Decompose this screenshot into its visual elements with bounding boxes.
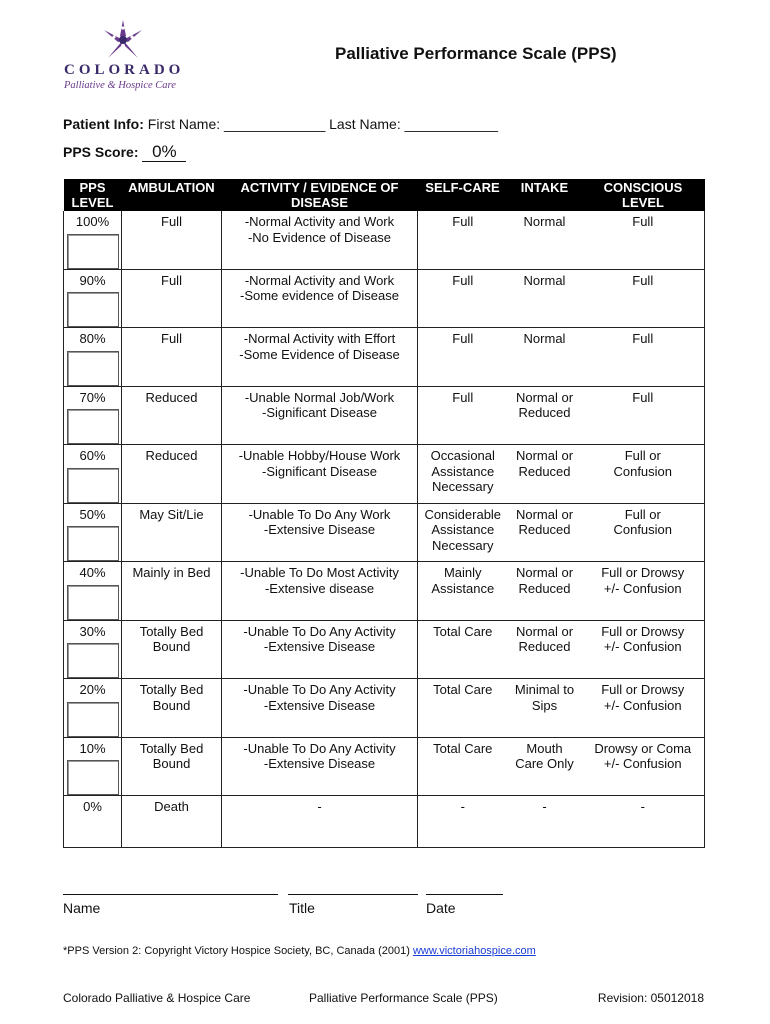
intake-cell: Normal or Reduced: [508, 503, 582, 562]
activity-cell: -: [222, 796, 418, 848]
first-name-label: First Name:: [147, 116, 221, 132]
activity-cell: -Unable To Do Any Activity -Extensive Disease: [222, 620, 418, 679]
conscious-level-cell: Full: [582, 269, 705, 328]
conscious-level-cell: Full: [582, 211, 705, 269]
self-care-cell: Considerable Assistance Necessary: [418, 503, 508, 562]
footer-revision: Revision: 05012018: [597, 991, 704, 1005]
copyright-text: *PPS Version 2: Copyright Victory Hospice Society, BC, Canada (2001): [63, 945, 410, 957]
pps-level-value: 80%: [79, 331, 106, 346]
activity-cell: -Unable Normal Job/Work -Significant Disease: [222, 386, 418, 445]
header-intake: INTAKE: [508, 179, 582, 211]
pps-level-cell: [64, 562, 122, 621]
pps-level-value: 90%: [79, 272, 106, 288]
pps-level-cell: [64, 328, 122, 387]
table-row: [64, 328, 705, 387]
self-care-cell: Total Care: [418, 620, 508, 679]
activity-cell: -Unable To Do Most Activity -Extensive disease: [222, 562, 418, 621]
ambulation-cell: Totally Bed Bound: [122, 679, 222, 738]
ambulation-cell: Totally Bed Bound: [122, 737, 222, 796]
name-label: Name: [63, 900, 101, 916]
self-care-cell: Full: [418, 386, 508, 445]
activity-cell: -Unable To Do Any Activity -Extensive Disease: [222, 737, 418, 796]
table-row: [64, 679, 705, 738]
ambulation-cell: Full: [122, 269, 222, 328]
name-signature-line[interactable]: [63, 894, 278, 895]
intake-cell: Mouth Care Only: [508, 737, 582, 796]
pps-score-label: PPS Score:: [63, 144, 139, 160]
table-row: [64, 269, 705, 328]
pps-level-cell: [64, 620, 122, 679]
date-label: Date: [426, 900, 456, 916]
pps-score: [63, 143, 186, 162]
pps-level-checkbox[interactable]: [67, 702, 119, 737]
activity-cell: -Normal Activity and Work -No Evidence of Disease: [222, 211, 418, 269]
intake-cell: Normal: [508, 328, 582, 387]
pps-level-cell: [64, 211, 122, 269]
pps-level-value: 40%: [79, 565, 106, 580]
self-care-cell: Total Care: [418, 679, 508, 738]
conscious-level-cell: Full or Confusion: [582, 445, 705, 504]
table-row: [64, 211, 705, 269]
pps-level-cell: [64, 386, 122, 445]
pps-level-checkbox[interactable]: [67, 585, 119, 620]
self-care-cell: -: [418, 796, 508, 848]
table-row: [64, 386, 705, 445]
conscious-level-cell: Drowsy or Coma +/- Confusion: [582, 737, 705, 796]
conscious-level-cell: Full or Drowsy +/- Confusion: [582, 679, 705, 738]
table-row: [64, 796, 705, 848]
conscious-level-cell: Full: [582, 328, 705, 387]
intake-cell: -: [508, 796, 582, 848]
organization-logo: [60, 18, 190, 98]
patient-info: [63, 116, 498, 132]
header-pps-level: PPS LEVEL: [64, 179, 122, 211]
intake-cell: Minimal to Sips: [508, 679, 582, 738]
victoria-hospice-link[interactable]: www.victoriahospice.com: [412, 945, 536, 957]
pps-table: [63, 179, 705, 848]
pps-level-cell: [64, 445, 122, 504]
pps-level-value: 70%: [79, 389, 106, 405]
self-care-cell: Occasional Assistance Necessary: [418, 445, 508, 504]
table-row: [64, 620, 705, 679]
logo-subtitle: Palliative & Hospice Care: [64, 80, 176, 91]
pps-level-checkbox[interactable]: [67, 292, 119, 327]
table-row: [64, 737, 705, 796]
pps-level-checkbox[interactable]: [67, 643, 119, 678]
pps-table-body: [64, 211, 705, 848]
document-title: Palliative Performance Scale (PPS): [335, 44, 617, 63]
conscious-level-cell: Full or Drowsy +/- Confusion: [582, 620, 705, 679]
pps-level-value: 30%: [79, 623, 106, 639]
self-care-cell: Mainly Assistance: [418, 562, 508, 621]
intake-cell: Normal or Reduced: [508, 620, 582, 679]
table-row: [64, 445, 705, 504]
conscious-level-cell: Full: [582, 386, 705, 445]
star-logo-icon: [98, 18, 148, 62]
activity-cell: -Normal Activity with Effort -Some Evidence of Disease: [222, 328, 418, 387]
pps-level-cell: [64, 679, 122, 738]
pps-level-checkbox[interactable]: [67, 760, 119, 795]
title-label: Title: [289, 900, 315, 916]
activity-cell: -Normal Activity and Work -Some evidence of Disease: [222, 269, 418, 328]
conscious-level-cell: -: [582, 796, 705, 848]
header-conscious-level: CONSCIOUS LEVEL: [582, 179, 705, 211]
date-signature-line[interactable]: [426, 894, 503, 895]
patient-info-label: Patient Info:: [63, 116, 144, 132]
pps-level-value: 0%: [83, 799, 102, 814]
pps-level-value: 20%: [79, 682, 106, 697]
intake-cell: Normal or Reduced: [508, 562, 582, 621]
intake-cell: Normal: [508, 211, 582, 269]
last-name-field[interactable]: ____________: [404, 116, 499, 132]
ambulation-cell: Mainly in Bed: [122, 562, 222, 621]
ambulation-cell: Reduced: [122, 445, 222, 504]
conscious-level-cell: Full or Confusion: [582, 503, 705, 562]
ambulation-cell: Full: [122, 211, 222, 269]
activity-cell: -Unable To Do Any Work -Extensive Disease: [222, 503, 418, 562]
pps-level-value: 100%: [75, 214, 110, 229]
header-self-care: SELF-CARE: [418, 179, 508, 211]
pps-level-cell: [64, 269, 122, 328]
pps-level-cell: [64, 737, 122, 796]
pps-level-checkbox[interactable]: [67, 468, 119, 503]
pps-level-checkbox[interactable]: [67, 526, 119, 561]
intake-cell: Normal: [508, 269, 582, 328]
ambulation-cell: Full: [122, 328, 222, 387]
table-row: [64, 562, 705, 621]
activity-cell: -Unable Hobby/House Work -Significant Disease: [222, 445, 418, 504]
pps-level-cell: [64, 796, 122, 848]
table-row: [64, 503, 705, 562]
self-care-cell: Full: [418, 211, 508, 269]
self-care-cell: Total Care: [418, 737, 508, 796]
table-header-row: [64, 179, 705, 211]
intake-cell: Normal or Reduced: [508, 445, 582, 504]
ambulation-cell: May Sit/Lie: [122, 503, 222, 562]
self-care-cell: Full: [418, 269, 508, 328]
pps-level-checkbox[interactable]: [67, 351, 119, 386]
ambulation-cell: Totally Bed Bound: [122, 620, 222, 679]
header-ambulation: AMBULATION: [122, 179, 222, 211]
title-signature-line[interactable]: [288, 894, 418, 895]
footer-organization: Colorado Palliative & Hospice Care: [63, 991, 251, 1005]
pps-level-value: 60%: [79, 448, 106, 463]
header-activity: ACTIVITY / EVIDENCE OF DISEASE: [222, 179, 418, 211]
pps-level-value: 10%: [79, 740, 106, 756]
pps-level-checkbox[interactable]: [67, 234, 119, 269]
intake-cell: Normal or Reduced: [508, 386, 582, 445]
self-care-cell: Full: [418, 328, 508, 387]
ambulation-cell: Death: [122, 796, 222, 848]
footer-document-name: Palliative Performance Scale (PPS): [309, 991, 498, 1005]
ambulation-cell: Reduced: [122, 386, 222, 445]
pps-level-checkbox[interactable]: [67, 409, 119, 444]
last-name-label: Last Name:: [329, 116, 401, 132]
activity-cell: -Unable To Do Any Activity -Extensive Disease: [222, 679, 418, 738]
conscious-level-cell: Full or Drowsy +/- Confusion: [582, 562, 705, 621]
first-name-field[interactable]: _____________: [224, 116, 326, 132]
pps-score-field[interactable]: 0%: [142, 143, 186, 162]
copyright-note: [63, 945, 536, 957]
pps-level-value: 50%: [79, 506, 106, 522]
logo-name: COLORADO: [64, 62, 185, 78]
pps-level-cell: [64, 503, 122, 562]
